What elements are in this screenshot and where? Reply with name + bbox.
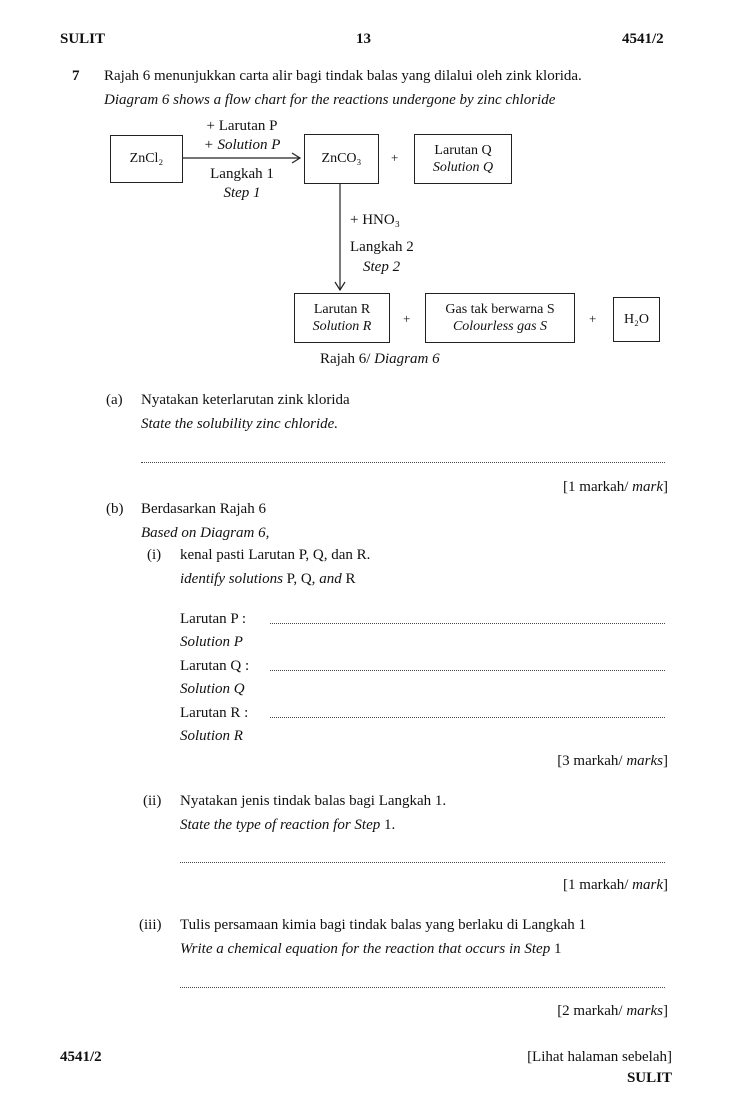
step2-label-en: Step 2	[363, 259, 401, 275]
label-solution-p-en: Solution P	[180, 634, 243, 650]
question-intro-en: Diagram 6 shows a flow chart for the reactions undergone by zinc chloride	[104, 92, 556, 108]
box-zinc-chloride: ZnCl₂	[110, 135, 183, 183]
part-a-label: (a)	[106, 392, 123, 408]
part-b-label: (b)	[106, 501, 124, 517]
part-b-ii-question-en: State the type of reaction for Step 1.	[180, 817, 396, 833]
question-number: 7	[72, 68, 80, 84]
part-b-iii-label: (iii)	[139, 917, 162, 933]
part-b-i-marks: [3 markah/ marks]	[557, 753, 668, 769]
reagent-solution-p-ms: + Larutan P	[206, 118, 278, 134]
part-b-i-label: (i)	[147, 547, 162, 563]
part-b-iii-marks: [2 markah/ marks]	[557, 1003, 668, 1019]
part-b-question-en: Based on Diagram 6,	[141, 525, 270, 541]
answer-line-part-b-ii[interactable]	[180, 862, 665, 863]
box-solution-q: Larutan Q Solution Q	[414, 134, 512, 184]
answer-line-part-a[interactable]	[141, 462, 665, 463]
header-paper-code: 4541/2	[622, 31, 664, 47]
box-colourless-gas-s: Gas tak berwarna S Colourless gas S	[425, 293, 575, 343]
box-zinc-carbonate: ZnCO₃	[304, 134, 379, 184]
diagram-caption: Rajah 6/ Diagram 6	[320, 351, 440, 367]
part-b-i-question-ms: kenal pasti Larutan P, Q, dan R.	[180, 547, 371, 563]
label-solution-q-en: Solution Q	[180, 681, 245, 697]
box-water: H₂O	[613, 297, 660, 342]
part-b-question-ms: Berdasarkan Rajah 6	[141, 501, 266, 517]
answer-line-solution-p[interactable]	[270, 623, 665, 624]
reagent-nitric-acid: + HNO₃	[350, 212, 400, 228]
step1-label-ms: Langkah 1	[210, 166, 274, 182]
label-solution-q-ms: Larutan Q :	[180, 658, 250, 674]
part-b-ii-question-ms: Nyatakan jenis tindak balas bagi Langkah 1.	[180, 793, 447, 809]
part-b-ii-label: (ii)	[143, 793, 162, 809]
answer-line-part-b-iii[interactable]	[180, 987, 665, 988]
reagent-solution-p-en: + Solution P	[203, 137, 281, 153]
part-a-marks: [1 markah/ mark]	[563, 479, 668, 495]
part-b-i-question-en: identify solutions P, Q, and R	[180, 571, 356, 587]
part-a-question-en: State the solubility zinc chloride.	[141, 416, 339, 432]
question-intro-ms: Rajah 6 menunjukkan carta alir bagi tindak balas yang dilalui oleh zink klorida.	[104, 68, 582, 84]
footer-turn-page: [Lihat halaman sebelah]	[527, 1049, 672, 1065]
plus-sign: +	[589, 311, 597, 326]
part-b-iii-question-en: Write a chemical equation for the reaction that occurs in Step 1	[180, 941, 562, 957]
label-solution-p-ms: Larutan P :	[180, 611, 247, 627]
footer-sulit: SULIT	[626, 1070, 672, 1086]
answer-line-solution-q[interactable]	[270, 670, 665, 671]
page-number: 13	[356, 31, 371, 47]
plus-sign: +	[391, 150, 399, 165]
footer-paper-code: 4541/2	[60, 1049, 102, 1065]
header-sulit: SULIT	[60, 31, 106, 47]
step1-label-en: Step 1	[223, 185, 261, 201]
label-solution-r-en: Solution R	[180, 728, 243, 744]
plus-sign: +	[403, 311, 411, 326]
part-b-iii-question-ms: Tulis persamaan kimia bagi tindak balas yang berlaku di Langkah 1	[180, 917, 587, 933]
step2-label-ms: Langkah 2	[350, 239, 414, 255]
part-b-ii-marks: [1 markah/ mark]	[563, 877, 668, 893]
label-solution-r-ms: Larutan R :	[180, 705, 249, 721]
box-solution-r: Larutan R Solution R	[294, 293, 390, 343]
answer-line-solution-r[interactable]	[270, 717, 665, 718]
part-a-question-ms: Nyatakan keterlarutan zink klorida	[141, 392, 350, 408]
